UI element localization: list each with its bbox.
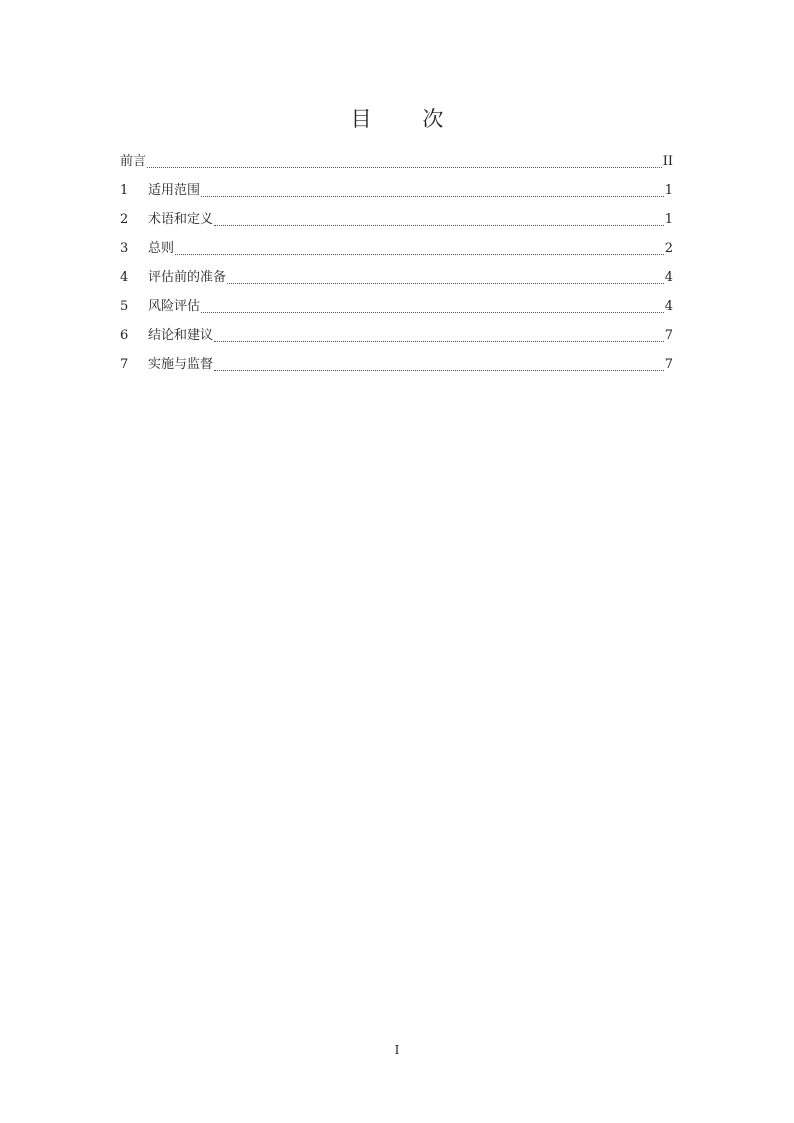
toc-entry-5[interactable]	[120, 288, 673, 317]
toc-entry-page: 4	[664, 299, 673, 314]
toc-entry-number: 7	[120, 357, 129, 372]
toc-entry-label: 前言	[120, 154, 147, 169]
toc-entry-4[interactable]	[120, 259, 673, 288]
toc-entry-page: 4	[664, 270, 673, 285]
page-title: 目 次	[350, 107, 466, 131]
toc-leader-dots	[147, 167, 662, 168]
toc-entry-label: 结论和建议	[148, 328, 214, 343]
toc-entry-number: 6	[120, 328, 129, 343]
toc-leader-dots	[201, 312, 664, 313]
toc-entry-number: 5	[120, 299, 129, 314]
toc-entry-page: 7	[664, 328, 673, 343]
toc-entry-3[interactable]	[120, 230, 673, 259]
toc-leader-dots	[214, 341, 664, 342]
toc-entry-number: 3	[120, 241, 129, 256]
toc-entry-7[interactable]	[120, 346, 673, 375]
page-number: I	[394, 1043, 400, 1057]
toc-entry-2[interactable]	[120, 201, 673, 230]
toc-entry-label: 风险评估	[148, 299, 201, 314]
toc-leader-dots	[214, 225, 664, 226]
toc-leader-dots	[175, 254, 664, 255]
toc-entry-label: 术语和定义	[148, 212, 214, 227]
toc-entry-preface[interactable]	[120, 143, 673, 172]
toc-entry-page: 1	[664, 183, 673, 198]
toc-entry-page: II	[662, 154, 673, 169]
toc-leader-dots	[214, 370, 664, 371]
toc-entry-page: 1	[664, 212, 673, 227]
toc-leader-dots	[227, 283, 664, 284]
toc-entry-label: 总则	[148, 241, 175, 256]
toc-entry-label: 实施与监督	[148, 357, 214, 372]
toc-entry-label: 适用范围	[148, 183, 201, 198]
table-of-contents	[120, 143, 673, 375]
toc-entry-1[interactable]	[120, 172, 673, 201]
toc-entry-6[interactable]	[120, 317, 673, 346]
toc-entry-page: 2	[664, 241, 673, 256]
toc-entry-number: 2	[120, 212, 129, 227]
toc-entry-number: 4	[120, 270, 129, 285]
toc-leader-dots	[201, 196, 664, 197]
toc-entry-label: 评估前的准备	[148, 270, 227, 285]
toc-entry-page: 7	[664, 357, 673, 372]
toc-entry-number: 1	[120, 183, 129, 198]
